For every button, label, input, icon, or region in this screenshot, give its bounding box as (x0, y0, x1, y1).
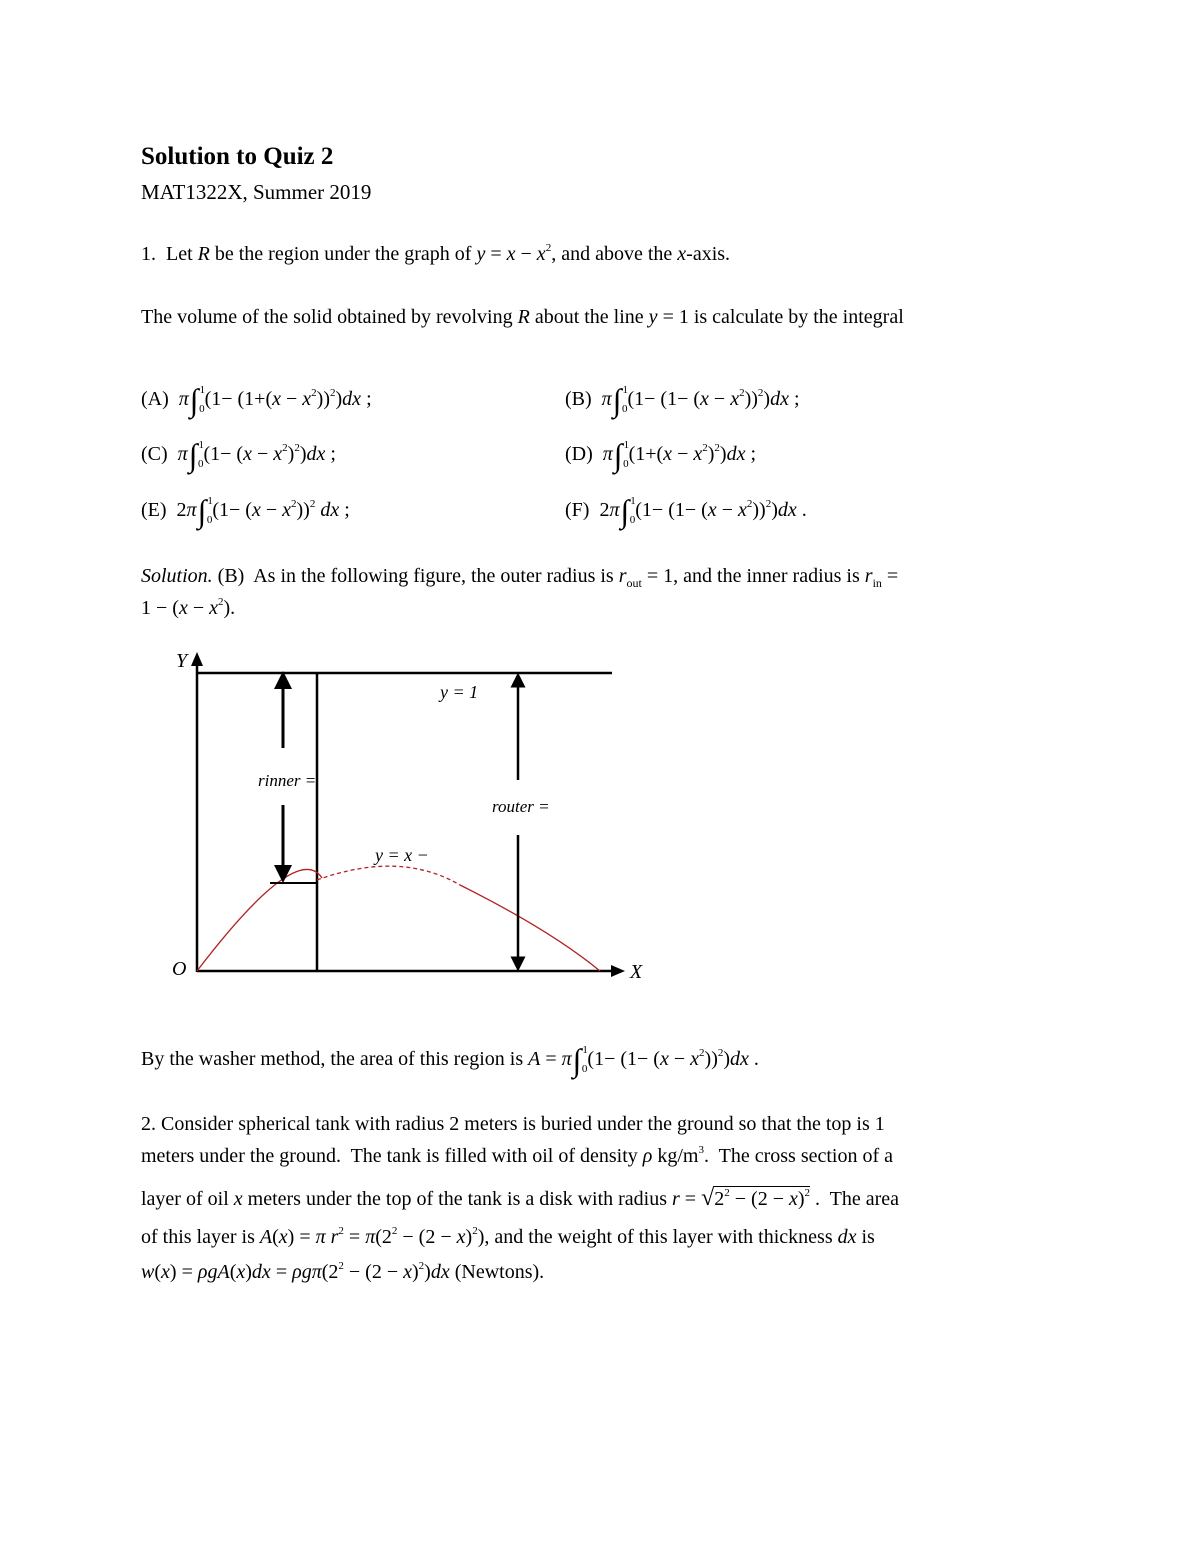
x-axis-label: X (630, 961, 643, 983)
q2-line-3: layer of oil x meters under the top of the tank is a disk with radius $r = √2^2 - (2 - x)^2$ . The area (141, 1185, 900, 1211)
washer-method-line: By the washer method, the area of this region is $A = \pi\int 10(1- (1- (x - x^2))^2)dx$ . (141, 1042, 759, 1078)
y-axis-label: Y (176, 650, 188, 672)
option-c: (C) $\pi\int 10(1- (x - x^2)^2)dx$ ; (141, 437, 336, 473)
parabola-curve-right (460, 885, 600, 971)
inner-radius-label: rinner = (258, 771, 317, 790)
option-f: (F) $2\pi\int 10(1- (1- (x - x^2))^2)dx$ . (565, 493, 807, 529)
solution-line-2: $1 - (x - x^2)$. (141, 596, 236, 619)
q2-line-5: $w(x) = \rho gA(x)dx = \rho g\pi(2^2 - (2 - x)^2)dx$ (Newtons). (141, 1260, 545, 1283)
option-b: (B) $\pi\int 10(1- (1- (x - x^2))^2)dx$ ; (565, 382, 800, 418)
x-axis-arrowhead (611, 965, 625, 977)
q1-intro: 1. Let R be the region under the graph of $y = x - x^2$, and above the x-axis. (141, 242, 731, 265)
q2-line-1: 2. Consider spherical tank with radius 2 meters is buried under the ground so that the top is 1 (141, 1113, 885, 1135)
outer-radius-label: router = (492, 797, 550, 816)
line-y-equals-1-label: y = 1 (440, 682, 479, 702)
solution-line-1: Solution. (B) As in the following figure, the outer radius is $r_{out} = 1$, and the inner radius is $r_{in}$ = (141, 565, 899, 590)
course-subtitle: MAT1322X, Summer 2019 (141, 180, 372, 204)
q1-volume-statement: The volume of the solid obtained by revolving R about the line y = 1 is calculate by the integral (141, 306, 904, 328)
q2-line-2: meters under the ground. The tank is filled with oil of density ρ $kg/m^3$. The cross section of a (141, 1144, 894, 1167)
washer-figure (160, 640, 660, 1000)
option-e: (E) $2\pi\int 10(1- (x - x^2))^2$ dx ; (141, 493, 350, 529)
origin-label: O (172, 958, 187, 980)
curve-label: y = x − (375, 845, 429, 865)
parabola-dashed-top (317, 866, 460, 885)
y-axis-arrowhead (191, 652, 203, 666)
q2-line-4: of this layer is A(x) = π $r^2 = \pi(2^2 - (2 - x)^2)$, and the weight of this layer with thickness dx is (141, 1225, 875, 1248)
option-d: (D) $\pi\int 10(1+(x - x^2)^2)dx$ ; (565, 437, 757, 473)
option-a: (A) $\pi\int 10(1- (1+(x - x^2))^2)dx$ ; (141, 382, 372, 418)
parabola-curve (197, 869, 322, 971)
page-title: Solution to Quiz 2 (141, 143, 334, 170)
